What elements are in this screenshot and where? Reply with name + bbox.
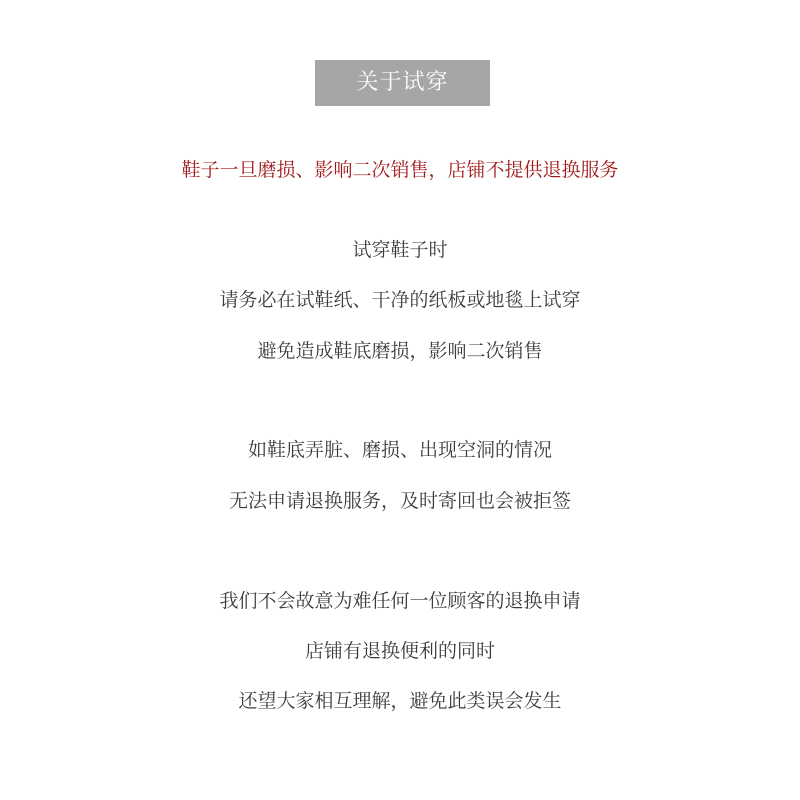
text-line: 店铺有退换便利的同时: [304, 640, 495, 662]
text-line: 还望大家相互理解，避免此类误会发生: [238, 690, 562, 712]
text-line: 如鞋底弄脏、磨损、出现空洞的情况: [247, 439, 552, 461]
page-title: 关于试穿: [315, 60, 490, 106]
text-line: 请务必在试鞋纸、干净的纸板或地毯上试穿: [219, 289, 581, 311]
text-line: 我们不会故意为难任何一位顾客的退换申请: [219, 590, 581, 612]
text-line: 试穿鞋子时: [352, 239, 448, 261]
warning-text: 鞋子一旦磨损、影响二次销售，店铺不提供退换服务: [181, 159, 619, 181]
text-line: 无法申请退换服务，及时寄回也会被拒签: [228, 490, 571, 512]
text-line: 避免造成鞋底磨损，影响二次销售: [257, 340, 543, 362]
